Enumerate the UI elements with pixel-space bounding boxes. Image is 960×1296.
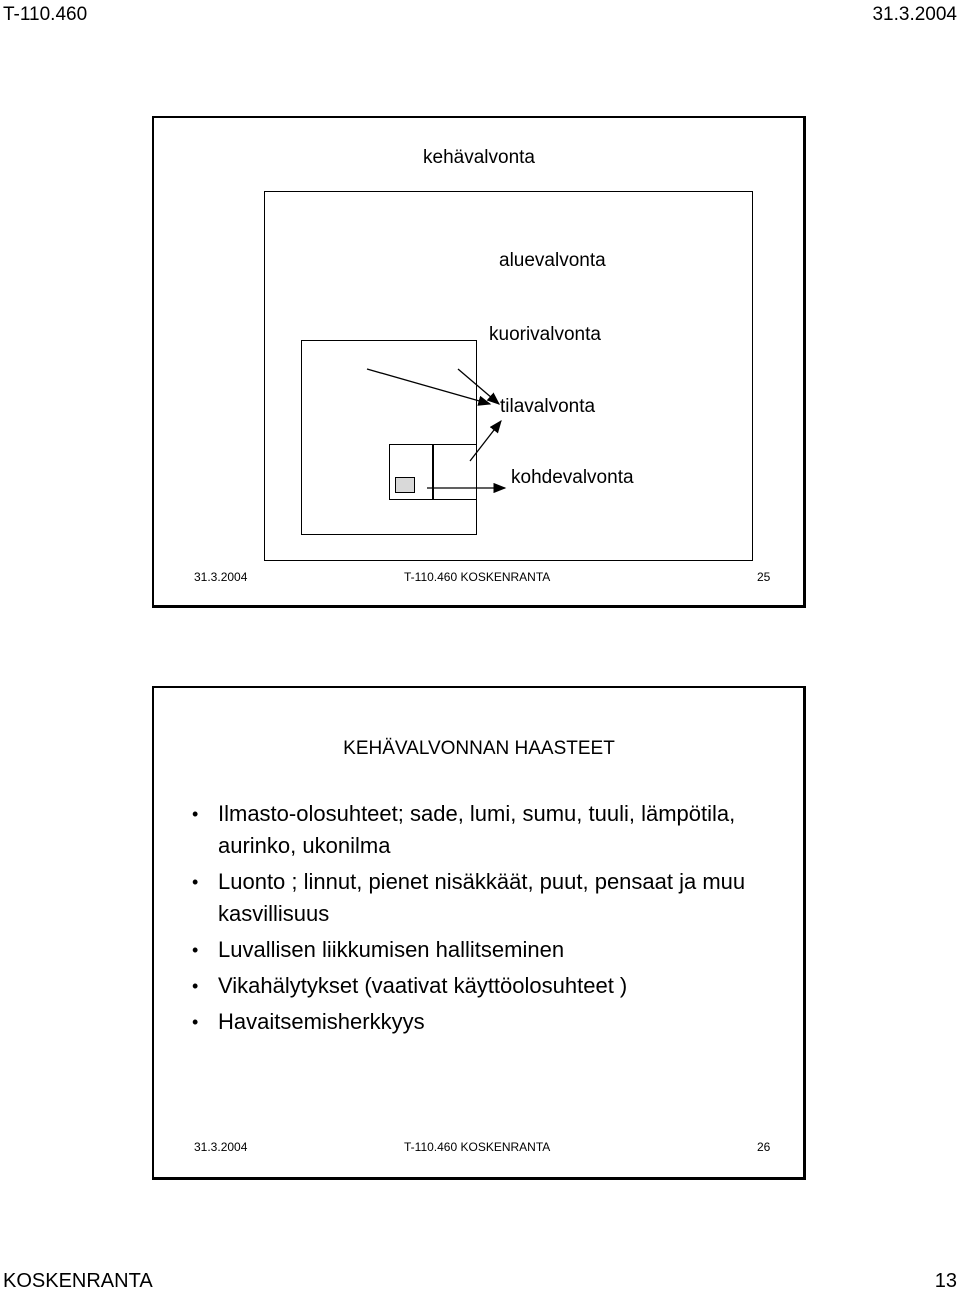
- slide-26-footer-date: 31.3.2004: [194, 1140, 248, 1154]
- label-kuorivalvonta: kuorivalvonta: [489, 324, 601, 345]
- label-kehavalvonta: kehävalvonta: [423, 147, 535, 168]
- bullet-list: [192, 798, 778, 1042]
- bullet-icon: •: [192, 804, 199, 824]
- slide-25-footer-course: T-110.460 KOSKENRANTA: [404, 570, 551, 584]
- bullet-item: [192, 866, 778, 930]
- bullet-item: [192, 1006, 778, 1038]
- bullet-item: [192, 798, 778, 862]
- slide-26-footer-course: T-110.460 KOSKENRANTA: [404, 1140, 551, 1154]
- label-tilavalvonta: tilavalvonta: [500, 396, 596, 417]
- arrow-shell-to-tila: [458, 369, 499, 404]
- bullet-item: [192, 934, 778, 966]
- bullet-icon: •: [192, 940, 199, 960]
- arrows: [154, 118, 804, 605]
- slide-25-footer-date: 31.3.2004: [194, 570, 248, 584]
- slide-25: [152, 116, 806, 608]
- page-footer-number: 13: [934, 1270, 957, 1292]
- bullet-text: Luvallisen liikkumisen hallitseminen: [218, 937, 565, 962]
- arrow-space-to-tila: [470, 421, 501, 461]
- bullet-icon: •: [192, 976, 199, 996]
- bullet-text: Ilmasto-olosuhteet; sade, lumi, sumu, tuuli, lämpötila, aurinko, ukonilma: [218, 801, 736, 858]
- bullet-icon: •: [192, 872, 199, 892]
- page-footer-author: KOSKENRANTA: [3, 1270, 153, 1292]
- slide-26-footer-number: 26: [757, 1140, 771, 1154]
- bullet-text: Vikahälytykset (vaativat käyttöolosuhteet ): [218, 973, 628, 998]
- bullet-text: Luonto ; linnut, pienet nisäkkäät, puut, pensaat ja muu kasvillisuus: [218, 869, 746, 926]
- page-header-course: T-110.460: [3, 4, 88, 25]
- slide-26-title: KEHÄVALVONNAN HAASTEET: [343, 738, 615, 759]
- arrow-kuori-to-tila: [367, 369, 490, 404]
- bullet-icon: •: [192, 1012, 199, 1032]
- label-aluevalvonta: aluevalvonta: [499, 250, 606, 271]
- bullet-item: [192, 970, 778, 1002]
- slide-26: [152, 686, 806, 1180]
- slide-25-footer-number: 25: [757, 570, 771, 584]
- page-header-date: 31.3.2004: [872, 4, 957, 25]
- bullet-text: Havaitsemisherkkyys: [218, 1009, 425, 1034]
- label-kohdevalvonta: kohdevalvonta: [511, 467, 634, 488]
